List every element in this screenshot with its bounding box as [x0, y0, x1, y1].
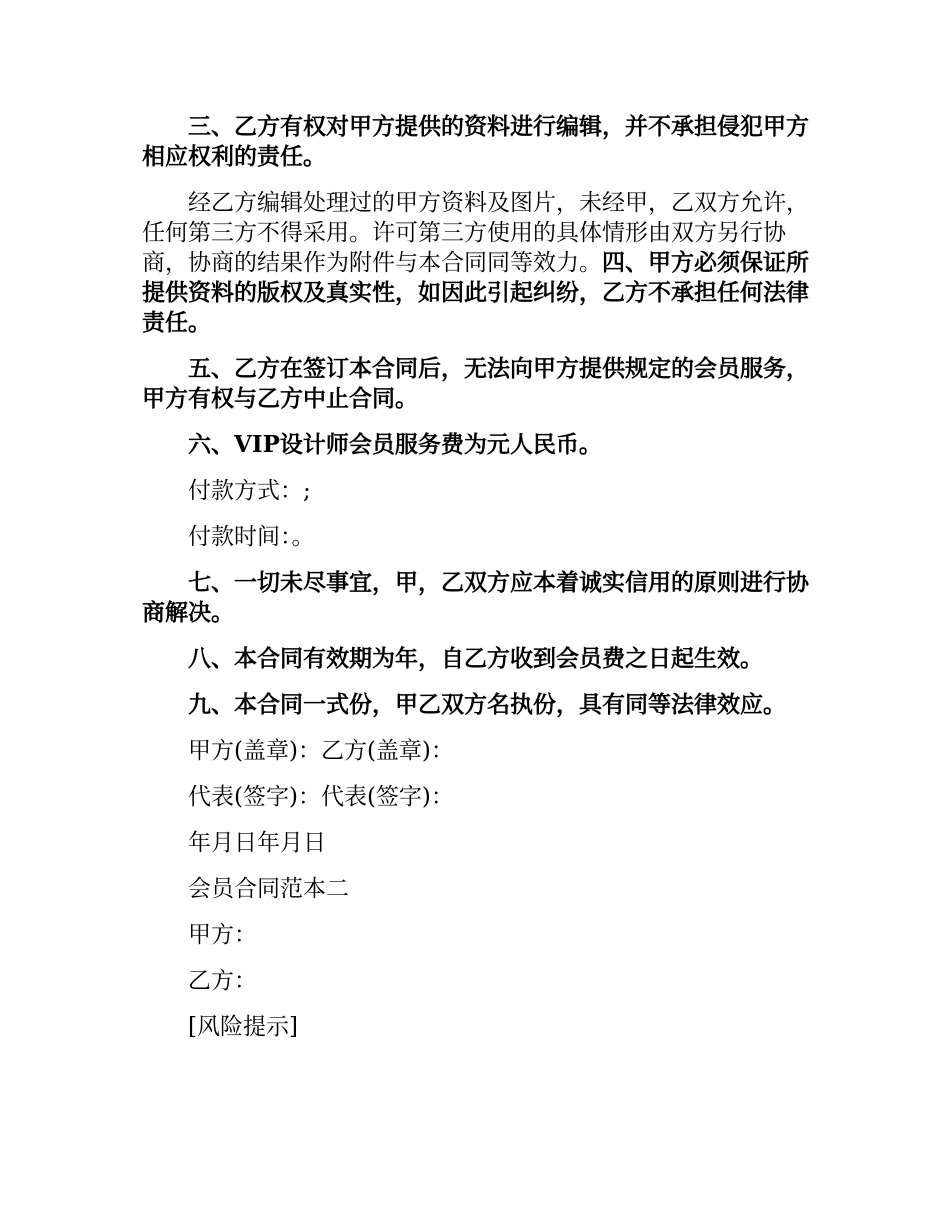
clause-3-detail-and-clause-4	[142, 188, 810, 338]
payment-method: 付款方式：;	[188, 478, 311, 504]
clause-9: 九、本合同一式份，甲乙双方名执份，具有同等法律效应。	[188, 691, 786, 718]
clause-6: 六、VIP设计师会员服务费为元人民币。	[188, 431, 602, 458]
clause-3-detail: 经乙方编辑处理过的甲方资料及图片，未经甲，乙双方允许，任何第三方不得采用。许可第三方使用的具体情形由双方另行协商，协商的结果作为附件与本合同同等效力。	[142, 190, 809, 276]
document-body	[142, 112, 810, 1058]
clause-5: 五、乙方在签订本合同后，无法向甲方提供规定的会员服务，甲方有权与乙方中止合同。	[142, 355, 809, 412]
clause-8: 八、本合同有效期为年，自乙方收到会员费之日起生效。	[188, 645, 763, 672]
date-line: 年月日年月日	[188, 830, 326, 856]
signature-line: 代表(签字)：代表(签字)：	[188, 784, 454, 810]
payment-time: 付款时间：。	[188, 524, 315, 550]
party-a-label: 甲方：	[188, 922, 257, 948]
party-b-label: 乙方：	[188, 968, 257, 994]
seal-line: 甲方(盖章)：乙方(盖章)：	[188, 738, 454, 764]
template-2-title: 会员合同范本二	[188, 876, 349, 902]
clause-4: 四、甲方必须保证所提供资料的版权及真实性，如因此引起纠纷，乙方不承担任何法律责任。	[142, 249, 809, 336]
risk-note: [风险提示]	[188, 1014, 298, 1040]
clause-3: 三、乙方有权对甲方提供的资料进行编辑，并不承担侵犯甲方相应权利的责任。	[142, 113, 809, 170]
clause-7: 七、一切未尽事宜，甲，乙双方应本着诚实信用的原则进行协商解决。	[142, 569, 809, 626]
